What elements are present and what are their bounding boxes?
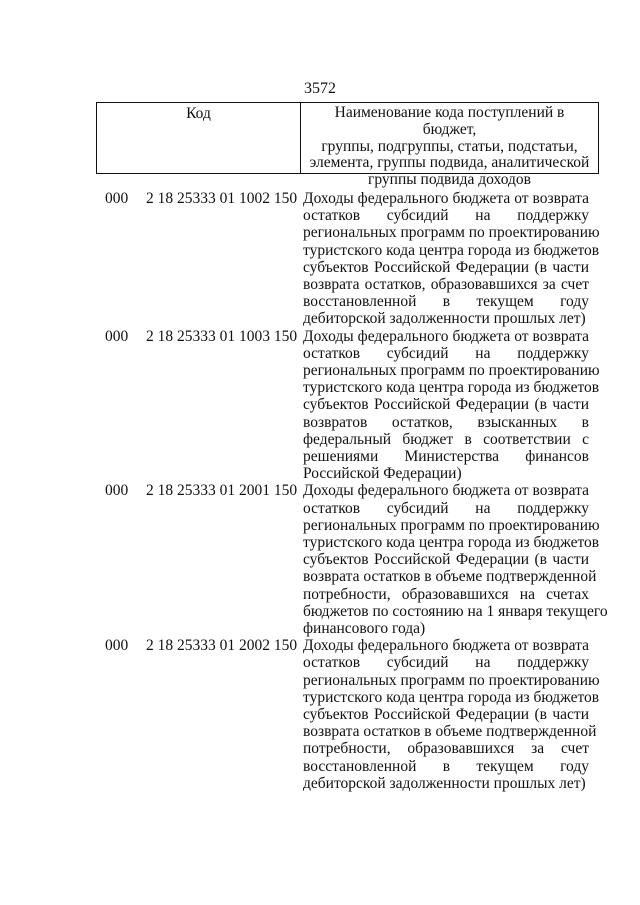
page-number: 3572 [304,80,336,97]
description-line: региональных программ по проектированию [303,224,600,242]
description-line: финансового года) [303,620,426,638]
description-line: возврата остатков в объеме подтвержденной [303,723,597,741]
description-line: субъектов Российской Федерации (в части [303,258,589,276]
description-line: федеральный бюджет в соответствии с [303,430,589,448]
description-line: потребности, образовавшихся на счетах [303,585,589,603]
description-line: восстановленной в текущем году [303,293,589,311]
description-line: туристского кода центра города из бюджетов [303,241,600,259]
table-header [96,102,599,189]
budget-code: 2 18 25333 01 2001 150 [146,482,298,500]
header-name-column [301,103,598,189]
description-line: остатков субсидий на поддержку [303,654,589,672]
description-line: дебиторской задолженности прошлых лет) [303,774,586,792]
description-line: возвратов остатков, взысканных в [303,413,589,431]
admin-code: 000 [105,327,129,345]
header-name-line: элемента, группы подвида, аналитической [309,154,590,172]
budget-code: 2 18 25333 01 1002 150 [146,190,298,207]
budget-code: 2 18 25333 01 2002 150 [146,637,298,655]
description-line: решениями Министерства финансов [303,448,589,466]
description-line: региональных программ по проектированию [303,671,600,689]
description-line: туристского кода центра города из бюджетов [303,534,600,551]
budget-code: 2 18 25333 01 1003 150 [146,327,298,345]
code-description [303,482,608,638]
description-line: бюджетов по состоянию на 1 января текущего [303,602,608,620]
description-line: субъектов Российской Федерации (в части [303,551,589,569]
code-description [303,327,600,483]
description-line: Доходы федерального бюджета от возврата [303,190,589,207]
admin-code: 000 [105,637,129,655]
description-line: остатков субсидий на поддержку [303,344,589,362]
description-line: потребности, образовавшихся за счет [303,740,589,758]
description-line: Доходы федерального бюджета от возврата [303,637,589,655]
description-line: туристского кода центра города из бюджетов [303,379,600,397]
description-line: возврата остатков в объеме подтвержденной [303,568,597,586]
header-name-line: группы подвида доходов [368,171,531,189]
description-line: дебиторской задолженности прошлых лет) [303,310,586,328]
admin-code: 000 [105,482,129,500]
description-line: Российской Федерации) [303,465,462,483]
header-name-line: Наименование кода поступлений в бюджет, [334,104,565,138]
header-code-column: Код [97,103,301,173]
description-line: восстановленной в текущем году [303,757,589,775]
description-line: региональных программ по проектированию [303,362,600,379]
description-line: субъектов Российской Федерации (в части [303,706,589,723]
description-line: возврата остатков, образовавшихся за счет [303,276,589,294]
admin-code: 000 [105,190,129,207]
description-line: региональных программ по проектированию [303,516,600,534]
description-line: остатков субсидий на поддержку [303,499,589,517]
description-line: остатков субсидий на поддержку [303,207,589,225]
description-line: Доходы федерального бюджета от возврата [303,482,589,500]
code-description [303,637,600,792]
code-description [303,190,600,328]
header-name-line: группы, подгруппы, статьи, подстатьи, [321,137,578,155]
description-line: субъектов Российской Федерации (в части [303,396,589,414]
description-line: Доходы федерального бюджета от возврата [303,327,589,345]
description-line: туристского кода центра города из бюджетов [303,688,600,706]
